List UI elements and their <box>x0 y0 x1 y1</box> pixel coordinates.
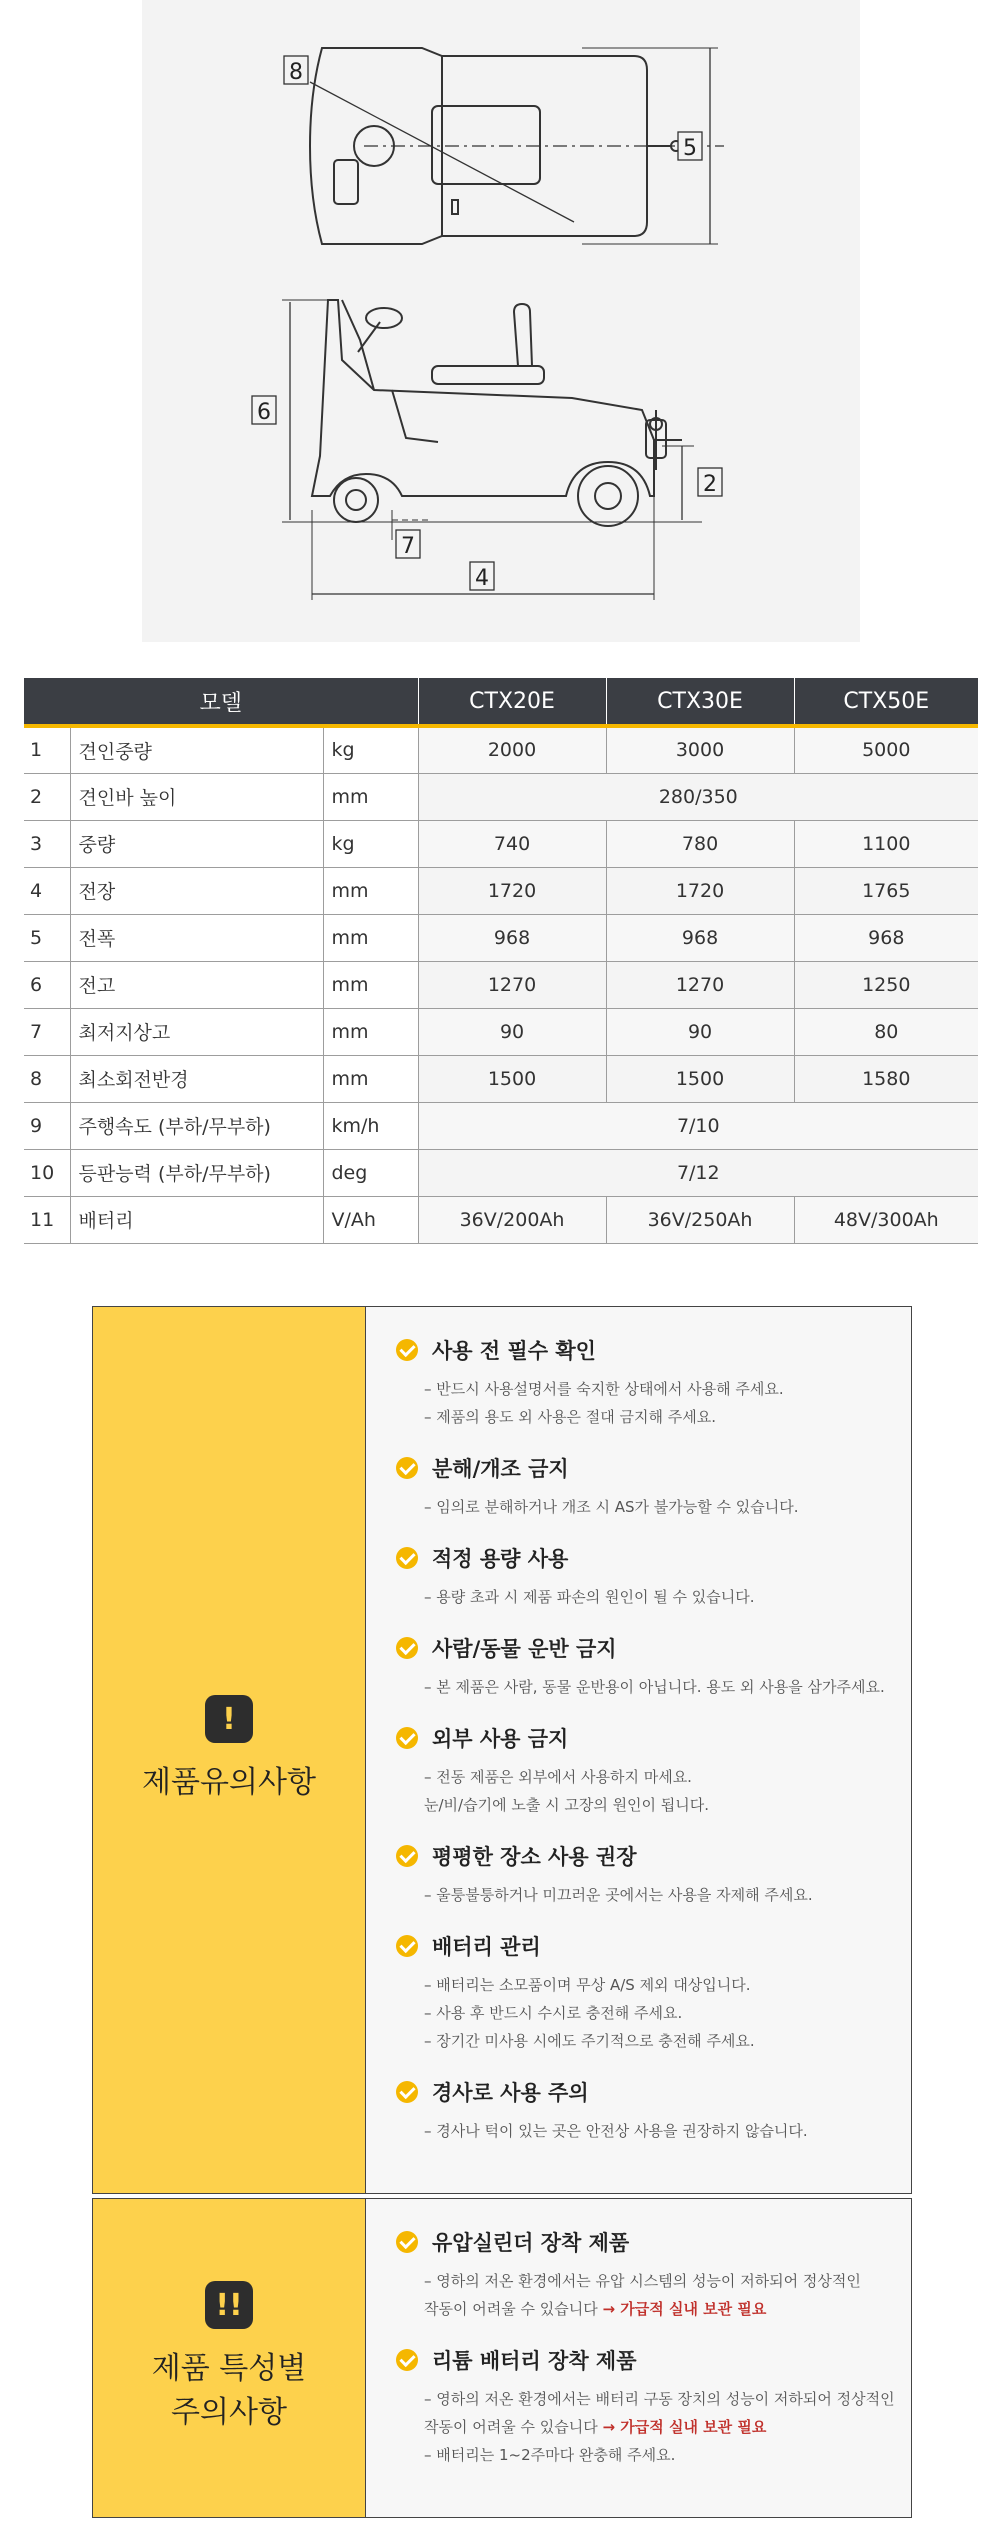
table-row <box>24 1008 978 1055</box>
dim-label-8: 8 <box>289 60 303 85</box>
spec-value: 80 <box>794 1008 978 1055</box>
spec-value: 90 <box>418 1008 606 1055</box>
table-row <box>24 1196 978 1243</box>
spec-value: 90 <box>606 1008 794 1055</box>
header-ctx50e: CTX50E <box>794 678 978 726</box>
caution-item <box>396 1841 911 1909</box>
caution-heading: 배터리 관리 <box>432 1935 541 1959</box>
spec-unit: kg <box>323 820 418 867</box>
spec-unit: km/h <box>323 1102 418 1149</box>
spec-value: 780 <box>606 820 794 867</box>
line-text: – 배터리는 1~2주마다 완충해 주세요. <box>424 2446 676 2464</box>
caution-item <box>396 1453 911 1521</box>
caution-lines <box>396 1375 911 1431</box>
caution-line: – 경사나 턱이 있는 곳은 안전상 사용을 권장하지 않습니다. <box>424 2122 808 2140</box>
spec-name: 최소회전반경 <box>70 1055 323 1102</box>
caution-item <box>396 1723 911 1819</box>
feature-caution-item-head <box>396 2345 911 2375</box>
caution-heading: 사용 전 필수 확인 <box>432 1339 596 1363</box>
dim-label-7: 7 <box>401 534 415 559</box>
spec-value: 740 <box>418 820 606 867</box>
caution-item-head <box>396 1723 911 1753</box>
caution-item <box>396 1543 911 1611</box>
caution-heading: 사람/동물 운반 금지 <box>432 1637 617 1661</box>
caution-heading: 경사로 사용 주의 <box>432 2081 589 2105</box>
line-text: 작동이 어려울 수 있습니다 <box>424 2300 603 2318</box>
feature-caution-line <box>424 2441 911 2469</box>
caution-line: – 사용 후 반드시 수시로 충전해 주세요. <box>424 2004 683 2022</box>
row-number: 5 <box>24 914 70 961</box>
spec-name: 견인바 높이 <box>70 773 323 820</box>
row-number: 10 <box>24 1149 70 1196</box>
spec-value: 1765 <box>794 867 978 914</box>
spec-name: 견인중량 <box>70 726 323 773</box>
caution-heading: 평평한 장소 사용 권장 <box>432 1845 637 1869</box>
spec-unit: mm <box>323 773 418 820</box>
line-text: – 영하의 저온 환경에서는 유압 시스템의 성능이 저하되어 정상적인 <box>424 2272 861 2290</box>
spec-name: 등판능력 (부하/무부하) <box>70 1149 323 1196</box>
feature-caution-item <box>396 2345 911 2469</box>
indoor-storage-note: → 가급적 실내 보관 필요 <box>602 2418 767 2436</box>
spec-table <box>24 678 978 1244</box>
feature-caution-line <box>424 2295 911 2323</box>
exclamation-icon: ! <box>205 1695 253 1743</box>
spec-name: 주행속도 (부하/무부하) <box>70 1102 323 1149</box>
spec-value: 2000 <box>418 726 606 773</box>
caution-item <box>396 1633 911 1701</box>
spec-value: 5000 <box>794 726 978 773</box>
dim-label-5: 5 <box>683 136 697 161</box>
check-icon <box>396 2231 418 2253</box>
table-row <box>24 914 978 961</box>
spec-value-merged: 7/12 <box>418 1149 978 1196</box>
row-number: 8 <box>24 1055 70 1102</box>
caution-side-panel <box>93 1307 366 2193</box>
spec-value: 36V/200Ah <box>418 1196 606 1243</box>
table-row <box>24 1055 978 1102</box>
spec-value: 1500 <box>418 1055 606 1102</box>
check-icon <box>396 2349 418 2371</box>
check-icon <box>396 1547 418 1569</box>
caution-lines <box>396 1881 911 1909</box>
spec-unit: V/Ah <box>323 1196 418 1243</box>
line-text: 작동이 어려울 수 있습니다 <box>424 2418 603 2436</box>
spec-name: 배터리 <box>70 1196 323 1243</box>
spec-unit: mm <box>323 961 418 1008</box>
spec-value: 1270 <box>418 961 606 1008</box>
feature-caution-heading: 리튬 배터리 장착 제품 <box>432 2349 637 2373</box>
row-number: 3 <box>24 820 70 867</box>
caution-line: – 용량 초과 시 제품 파손의 원인이 될 수 있습니다. <box>424 1588 755 1606</box>
row-number: 9 <box>24 1102 70 1149</box>
table-row <box>24 961 978 1008</box>
caution-lines <box>396 1493 911 1521</box>
row-number: 2 <box>24 773 70 820</box>
spec-unit: deg <box>323 1149 418 1196</box>
spec-unit: mm <box>323 867 418 914</box>
caution-heading: 외부 사용 금지 <box>432 1727 569 1751</box>
caution-line: – 반드시 사용설명서를 숙지한 상태에서 사용해 주세요. <box>424 1380 784 1398</box>
check-icon <box>396 1457 418 1479</box>
spec-unit: mm <box>323 914 418 961</box>
feature-caution-heading: 유압실린더 장착 제품 <box>432 2231 630 2255</box>
row-number: 11 <box>24 1196 70 1243</box>
spec-header-row <box>24 678 978 726</box>
row-number: 4 <box>24 867 70 914</box>
product-feature-caution-box <box>92 2198 912 2518</box>
caution-lines <box>396 1673 911 1701</box>
caution-item-head <box>396 1453 911 1483</box>
spec-value: 1250 <box>794 961 978 1008</box>
spec-value: 36V/250Ah <box>606 1196 794 1243</box>
header-ctx20e: CTX20E <box>418 678 606 726</box>
caution-line: – 임의로 분해하거나 개조 시 AS가 불가능할 수 있습니다. <box>424 1498 799 1516</box>
product-caution-box <box>92 1306 912 2194</box>
caution-item <box>396 2077 911 2145</box>
dim-label-6: 6 <box>257 400 271 425</box>
caution-item-head <box>396 1841 911 1871</box>
spec-name: 전장 <box>70 867 323 914</box>
spec-unit: mm <box>323 1055 418 1102</box>
spec-value: 1580 <box>794 1055 978 1102</box>
caution-lines <box>396 1971 911 2055</box>
spec-value: 968 <box>794 914 978 961</box>
dim-label-4: 4 <box>475 566 489 591</box>
caution-line: – 울퉁불퉁하거나 미끄러운 곳에서는 사용을 자제해 주세요. <box>424 1886 813 1904</box>
caution-item-head <box>396 1335 911 1365</box>
spec-value: 1500 <box>606 1055 794 1102</box>
table-row <box>24 773 978 820</box>
caution-item-head <box>396 1633 911 1663</box>
caution-line: – 배터리는 소모품이며 무상 A/S 제외 대상입니다. <box>424 1976 751 1994</box>
caution-lines <box>396 1583 911 1611</box>
caution-item-head <box>396 1543 911 1573</box>
caution-item <box>396 1931 911 2055</box>
spec-value: 1720 <box>606 867 794 914</box>
caution-line: – 전동 제품은 외부에서 사용하지 마세요. <box>424 1768 692 1786</box>
caution-title: 제품유의사항 <box>142 1765 316 1800</box>
indoor-storage-note: → 가급적 실내 보관 필요 <box>602 2300 767 2318</box>
spec-value: 1720 <box>418 867 606 914</box>
spec-value: 48V/300Ah <box>794 1196 978 1243</box>
caution-line: – 제품의 용도 외 사용은 절대 금지해 주세요. <box>424 1408 716 1426</box>
spec-name: 전고 <box>70 961 323 1008</box>
row-number: 7 <box>24 1008 70 1055</box>
check-icon <box>396 1637 418 1659</box>
table-row <box>24 867 978 914</box>
check-icon <box>396 1727 418 1749</box>
check-icon <box>396 1845 418 1867</box>
check-icon <box>396 2081 418 2103</box>
feature-caution-line <box>424 2413 911 2441</box>
caution-line: – 본 제품은 사람, 동물 운반용이 아닙니다. 용도 외 사용을 삼가주세요. <box>424 1678 885 1696</box>
double-exclamation-icon: !! <box>205 2281 253 2329</box>
caution-line: 눈/비/습기에 노출 시 고장의 원인이 됩니다. <box>424 1796 710 1814</box>
spec-name: 최저지상고 <box>70 1008 323 1055</box>
spec-name: 중량 <box>70 820 323 867</box>
caution-heading: 적정 용량 사용 <box>432 1547 569 1571</box>
line-text: – 영하의 저온 환경에서는 배터리 구동 장치의 성능이 저하되어 정상적인 <box>424 2390 895 2408</box>
feature-caution-item-head <box>396 2227 911 2257</box>
feature-caution-list <box>366 2199 911 2517</box>
caution-lines <box>396 1763 911 1819</box>
caution-heading: 분해/개조 금지 <box>432 1457 569 1481</box>
caution-line: – 장기간 미사용 시에도 주기적으로 충전해 주세요. <box>424 2032 755 2050</box>
feature-caution-lines <box>396 2267 911 2323</box>
spec-name: 전폭 <box>70 914 323 961</box>
feature-caution-line <box>424 2385 911 2413</box>
table-row <box>24 1149 978 1196</box>
feature-caution-lines <box>396 2385 911 2469</box>
row-number: 1 <box>24 726 70 773</box>
caution-item-head <box>396 1931 911 1961</box>
spec-unit: mm <box>323 1008 418 1055</box>
check-icon <box>396 1339 418 1361</box>
caution-lines <box>396 2117 911 2145</box>
caution-item-head <box>396 2077 911 2107</box>
feature-caution-line <box>424 2267 911 2295</box>
check-icon <box>396 1935 418 1957</box>
spec-value: 1100 <box>794 820 978 867</box>
spec-value-merged: 7/10 <box>418 1102 978 1149</box>
caution-item <box>396 1335 911 1431</box>
table-row <box>24 820 978 867</box>
spec-value-merged: 280/350 <box>418 773 978 820</box>
dim-label-2: 2 <box>703 472 717 497</box>
header-model: 모델 <box>24 678 418 726</box>
dimension-diagram <box>142 0 860 642</box>
spec-value: 968 <box>418 914 606 961</box>
vehicle-dimension-drawing <box>142 0 860 642</box>
spec-value: 968 <box>606 914 794 961</box>
table-row <box>24 1102 978 1149</box>
feature-caution-item <box>396 2227 911 2323</box>
header-ctx30e: CTX30E <box>606 678 794 726</box>
row-number: 6 <box>24 961 70 1008</box>
spec-unit: kg <box>323 726 418 773</box>
spec-value: 3000 <box>606 726 794 773</box>
feature-caution-title: 제품 특성별 주의사항 <box>151 2351 307 2430</box>
spec-value: 1270 <box>606 961 794 1008</box>
feature-caution-side-panel <box>93 2199 366 2517</box>
caution-list <box>366 1307 911 2193</box>
table-row <box>24 726 978 773</box>
